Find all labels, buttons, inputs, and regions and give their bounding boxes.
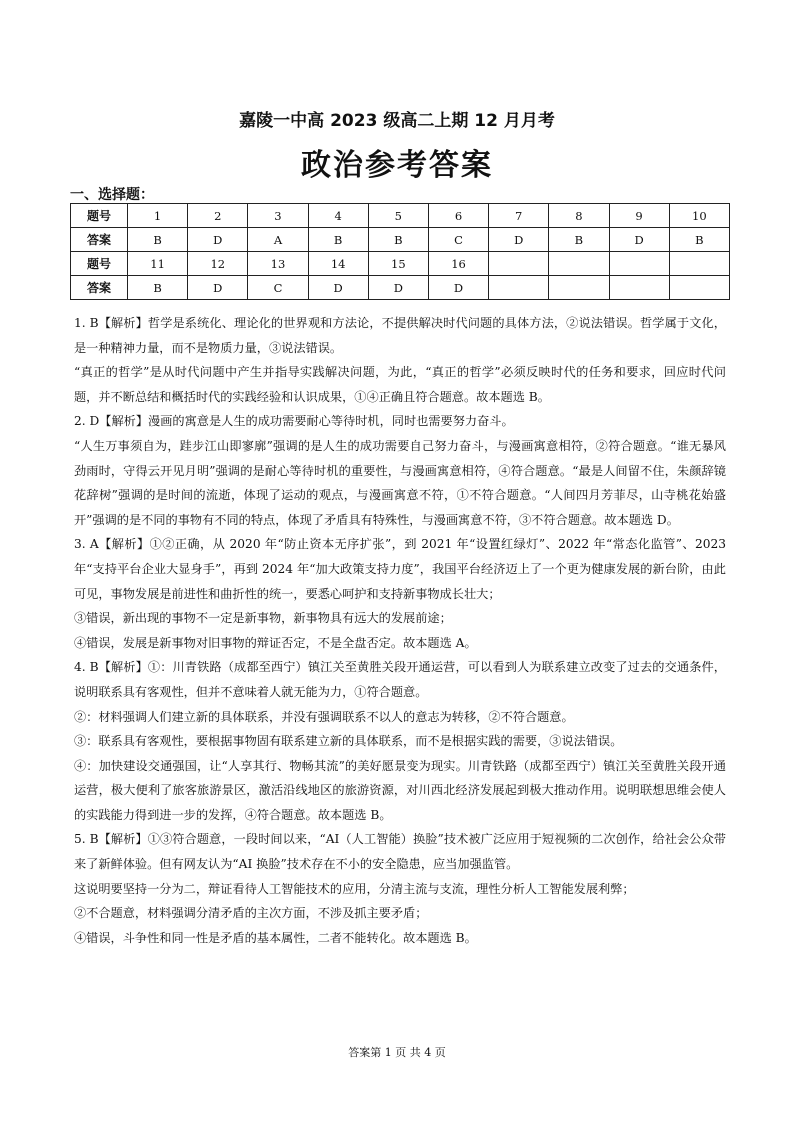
table-cell: 13 bbox=[248, 252, 308, 276]
table-cell: C bbox=[248, 276, 308, 300]
explanation-paragraph: 5. B【解析】①③符合题意，一段时间以来，“AI（人工智能）换脸”技术被广泛应用于短视频的二次创作，给社会公众带来了新鲜体验。但有网友认为“AI 换脸”技术存在不小的安全隐患，应当加强监管。 bbox=[74, 832, 726, 872]
table-cell: 8 bbox=[549, 204, 609, 228]
page-title: 政治参考答案 bbox=[301, 148, 493, 183]
table-cell: 5 bbox=[368, 204, 428, 228]
table-cell bbox=[669, 252, 729, 276]
explanation-paragraph: 4. B【解析】①：川青铁路（成都至西宁）镇江关至黄胜关段开通运营，可以看到人为联系建立改变了过去的交通条件，说明联系具有客观性，但并不意味着人就无能为力，①符合题意。 bbox=[74, 660, 726, 699]
row-label-answer: 答案 bbox=[71, 276, 128, 300]
row-label-answer: 答案 bbox=[71, 228, 128, 252]
explanation-paragraph: 2. D【解析】漫画的寓意是人生的成功需要耐心等待时机，同时也需要努力奋斗。 bbox=[74, 414, 514, 429]
table-cell: D bbox=[609, 228, 669, 252]
explanation-paragraph: “人生万事须自为，跬步江山即寥廓”强调的是人生的成功需要自己努力奋斗，与漫画寓意相符，②符合题意。“谁无暴风劲雨时，守得云开见月明”强调的是耐心等待时机的重要性，与漫画寓意相符，④符合题意。“最是人间留不住，朱颜辞镜花辞树”强调的是时间的流逝，体现了运动的观点，与漫画寓意不符，①不符合题意。“人间四月芳菲尽，山寺桃花始盛开”强调的是不同的事物有不同的特点，体现了矛盾具有特殊性，与漫画寓意不符，③不符合题意。故本题选 D。 bbox=[74, 438, 726, 527]
table-cell: 1 bbox=[128, 204, 188, 228]
explanation-paragraph: ④错误，斗争性和同一性是矛盾的基本属性，二者不能转化。故本题选 B。 bbox=[74, 930, 477, 945]
explanation-paragraph: “真正的哲学”是从时代问题中产生并指导实践解决问题，为此，“真正的哲学”必须反映时代的任务和要求，回应时代问题，并不断总结和概括时代的实践经验和认识成果，①④正确且符合题意。故本题选 B。 bbox=[74, 365, 726, 404]
page-footer: 答案第 1 页 共 4 页 bbox=[348, 1046, 446, 1059]
table-cell: 12 bbox=[188, 252, 248, 276]
explanation-paragraph: ②不合题意，材料强调分清矛盾的主次方面，不涉及抓主要矛盾； bbox=[74, 906, 428, 921]
table-cell: 6 bbox=[428, 204, 488, 228]
table-cell: 3 bbox=[248, 204, 308, 228]
table-cell bbox=[609, 252, 669, 276]
table-cell: 2 bbox=[188, 204, 248, 228]
table-cell: B bbox=[308, 228, 368, 252]
table-cell: 9 bbox=[609, 204, 669, 228]
table-cell: 10 bbox=[669, 204, 729, 228]
table-cell: B bbox=[368, 228, 428, 252]
explanation-paragraph: ④：加快建设交通强国，让“人享其行、物畅其流”的美好愿景变为现实。川青铁路（成都至西宁）镇江关至黄胜关段开通运营，极大便利了旅客旅游景区，激活沿线地区的旅游资源，对川西北经济发展起到极大推动作用。说明联想思维会使人的实践能力得到进一步的发挥，④符合题意。故本题选 B。 bbox=[74, 758, 726, 822]
explanation-paragraph: 3. A【解析】①②正确，从 2020 年“防止资本无序扩张”，到 2021 年“设置红绿灯”、2022 年“常态化监管”、2023 年“支持平台企业大显身手”，再到 2024 年“加大政策支持力度”，我国平台经济迈上了一个更为健康发展的新台阶，由此可见，事物发展是前进性和曲折性的统一，要悉心呵护和支持新事物成长壮大； bbox=[74, 537, 726, 601]
explanation-paragraph: ②：材料强调人们建立新的具体联系，并没有强调联系不以人的意志为转移，②不符合题意。 bbox=[74, 709, 574, 724]
table-cell: D bbox=[368, 276, 428, 300]
table-cell bbox=[549, 252, 609, 276]
explanation-paragraph: 这说明要坚持一分为二，辩证看待人工智能技术的应用，分清主流与支流，理性分析人工智能发展利弊； bbox=[74, 881, 635, 896]
table-row-answers-1 bbox=[71, 228, 730, 252]
table-cell: D bbox=[428, 276, 488, 300]
explanation-paragraph: ④错误，发展是新事物对旧事物的辩证否定，不是全盘否定。故本题选 A。 bbox=[74, 635, 477, 650]
table-cell bbox=[489, 276, 549, 300]
table-cell bbox=[489, 252, 549, 276]
table-cell bbox=[669, 276, 729, 300]
table-cell: D bbox=[188, 276, 248, 300]
explanation-paragraph: ③错误，新出现的事物不一定是新事物，新事物具有远大的发展前途； bbox=[74, 611, 452, 626]
table-cell: C bbox=[428, 228, 488, 252]
table-cell bbox=[609, 276, 669, 300]
table-cell: B bbox=[549, 228, 609, 252]
table-cell bbox=[549, 276, 609, 300]
table-cell: B bbox=[128, 276, 188, 300]
table-cell: 16 bbox=[428, 252, 488, 276]
explanation-paragraph: 1. B【解析】哲学是系统化、理论化的世界观和方法论，不提供解决时代问题的具体方法，②说法错误。哲学属于文化，是一种精神力量，而不是物质力量，③说法错误。 bbox=[74, 316, 726, 355]
table-cell: D bbox=[188, 228, 248, 252]
table-cell: 11 bbox=[128, 252, 188, 276]
answer-key-table bbox=[70, 203, 730, 300]
row-label-number: 题号 bbox=[71, 204, 128, 228]
section-heading: 一、选择题： bbox=[70, 187, 154, 203]
table-cell: A bbox=[248, 228, 308, 252]
table-cell: D bbox=[308, 276, 368, 300]
explanation-paragraph: ③：联系具有客观性，要根据事物固有联系建立新的具体联系，而不是根据实践的需要，③说法错误。 bbox=[74, 734, 623, 749]
table-cell: B bbox=[669, 228, 729, 252]
explanations bbox=[74, 311, 726, 950]
table-cell: D bbox=[489, 228, 549, 252]
table-cell: 7 bbox=[489, 204, 549, 228]
table-cell: 15 bbox=[368, 252, 428, 276]
table-cell: 14 bbox=[308, 252, 368, 276]
table-cell: B bbox=[128, 228, 188, 252]
row-label-number: 题号 bbox=[71, 252, 128, 276]
table-row-answers-2 bbox=[71, 276, 730, 300]
table-row-numbers-1 bbox=[71, 204, 730, 228]
table-cell: 4 bbox=[308, 204, 368, 228]
table-row-numbers-2 bbox=[71, 252, 730, 276]
exam-title: 嘉陵一中高 2023 级高二上期 12 月月考 bbox=[239, 111, 555, 131]
